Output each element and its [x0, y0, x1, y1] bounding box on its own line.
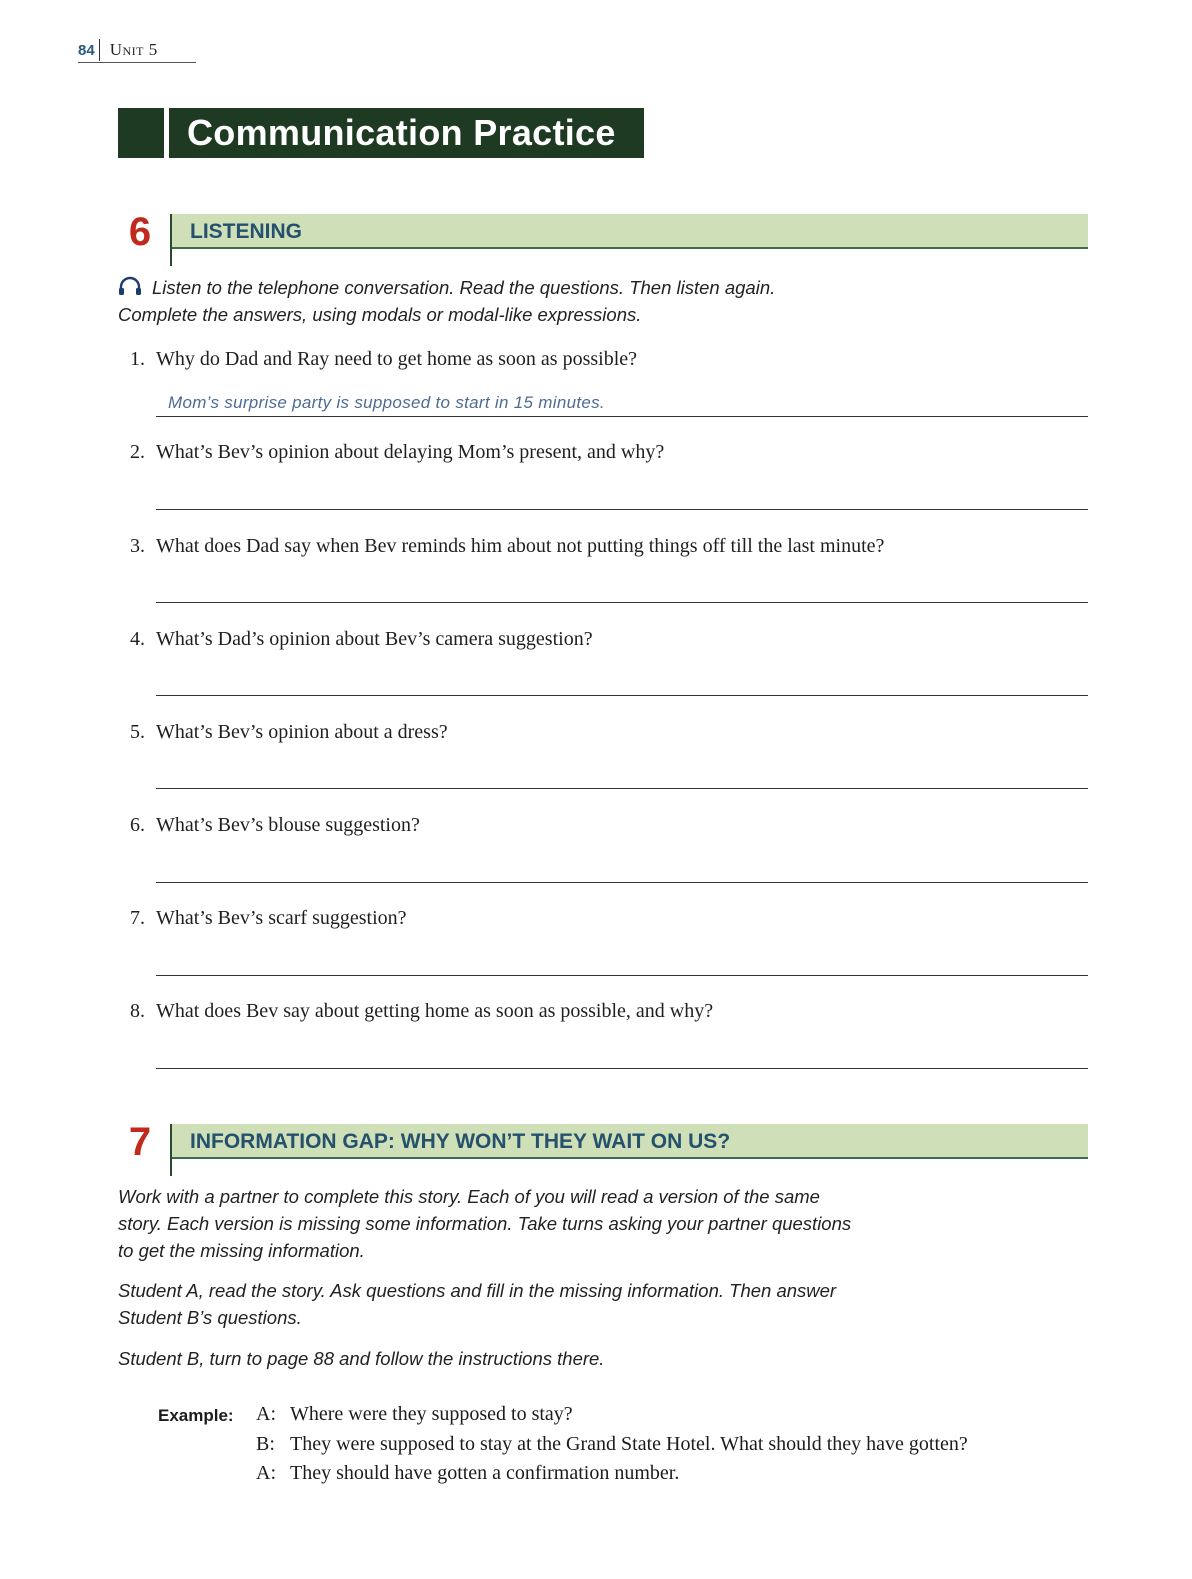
question-5: 5. What’s Bev’s opinion about a dress? — [130, 721, 448, 743]
dialogue-text: They should have gotten a confirmation number. — [290, 1462, 680, 1484]
answer-line-5[interactable] — [156, 788, 1088, 789]
question-8: 8. What does Bev say about getting home as soon as possible, and why? — [130, 1000, 714, 1022]
answer-1-example: Mom’s surprise party is supposed to start in 15 minutes. — [168, 393, 605, 412]
answer-line-1[interactable] — [156, 416, 1088, 417]
speaker: A: — [256, 1403, 276, 1425]
question-2: 2. What’s Bev’s opinion about delaying Mom’s present, and why? — [130, 441, 665, 463]
dialogue-text: Where were they supposed to stay? — [290, 1403, 573, 1425]
answer-line-4[interactable] — [156, 695, 1088, 696]
running-header — [78, 36, 158, 64]
answer-line-7[interactable] — [156, 975, 1088, 976]
answer-line-2[interactable] — [156, 509, 1088, 510]
section-7-header — [118, 1120, 1088, 1164]
question-6: 6. What’s Bev’s blouse suggestion? — [130, 814, 420, 836]
answer-line-6[interactable] — [156, 882, 1088, 883]
answer-line-3[interactable] — [156, 602, 1088, 603]
student-b-instructions: Student B, turn to page 88 and follow the instructions there. — [118, 1348, 605, 1369]
instruction-line-2: Complete the answers, using modals or modal-like expressions. — [118, 304, 642, 325]
unit-label: Unit 5 — [109, 40, 158, 59]
student-a-instructions: Student A, read the story. Ask questions and fill in the missing information. Then answer Student B’s questions. — [118, 1280, 837, 1328]
answer-line-8[interactable] — [156, 1068, 1088, 1069]
listening-instructions — [118, 274, 958, 328]
example-dialogue — [158, 1400, 1058, 1488]
page-number: 84 — [78, 41, 95, 59]
example-line — [158, 1430, 1058, 1459]
speaker: A: — [256, 1462, 276, 1484]
example-line — [158, 1400, 1058, 1430]
question-3: 3. What does Dad say when Bev reminds him about not putting things off till the last minute? — [130, 535, 885, 557]
page-title: Communication Practice — [169, 108, 644, 158]
dialogue-text: They were supposed to stay at the Grand State Hotel. What should they have gotten? — [290, 1433, 968, 1455]
example-label: Example: — [158, 1406, 234, 1425]
question-1: 1. Why do Dad and Ray need to get home as soon as possible? — [130, 348, 638, 370]
question-4: 4. What’s Dad’s opinion about Bev’s camera suggestion? — [130, 628, 593, 650]
section-6-header — [118, 210, 1088, 254]
speaker: B: — [256, 1433, 275, 1455]
header-divider — [99, 39, 100, 61]
info-gap-instructions: Work with a partner to complete this story. Each of you will read a version of the same story. Each version is missing some information. Take turns asking your partner questions to get the missing information. — [118, 1186, 852, 1261]
title-banner — [118, 108, 644, 158]
section-title: LISTENING — [190, 220, 303, 243]
section-title: INFORMATION GAP: WHY WON’T THEY WAIT ON US? — [190, 1130, 731, 1153]
question-7: 7. What’s Bev’s scarf suggestion? — [130, 907, 407, 929]
banner-accent-block — [118, 108, 164, 158]
instruction-line-1: Listen to the telephone conversation. Read the questions. Then listen again. — [152, 277, 776, 298]
section-number: 7 — [128, 1120, 152, 1164]
headphones-icon — [118, 276, 142, 296]
section-number: 6 — [128, 210, 152, 254]
section-divider — [170, 214, 172, 266]
section-bar — [170, 214, 1088, 249]
section-divider — [170, 1124, 172, 1176]
header-underline — [78, 62, 196, 63]
example-line — [158, 1459, 1058, 1488]
